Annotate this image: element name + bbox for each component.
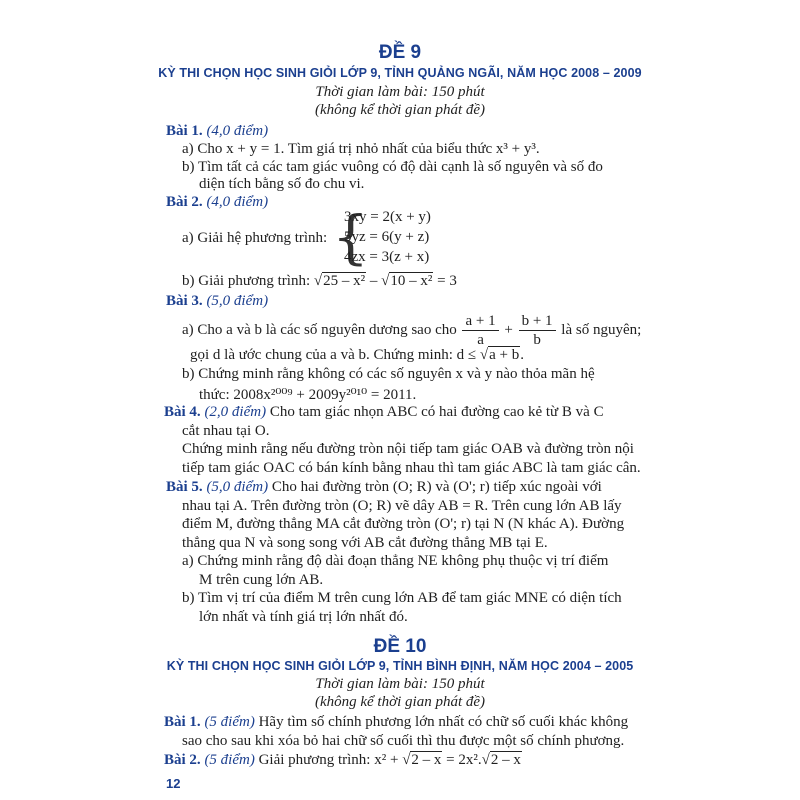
radical-10: 10 – x² — [390, 273, 433, 289]
problem-10-2: Bài 2. (5 điểm) Giải phương trình: x² + √2 – x = 2x².√2 – x — [164, 752, 521, 768]
problem-label: Bài 2. — [166, 194, 203, 210]
problem-2-header — [166, 194, 268, 211]
fraction-a: $\frac{a + 1}{a}$ — [462, 312, 498, 349]
page-number: 12 — [166, 776, 181, 791]
problem-1a: a) Cho x + y = 1. Tìm giá trị nhỏ nhất của biểu thức x³ + y³. — [182, 141, 540, 157]
exam-title-10: KỲ THI CHỌN HỌC SINH GIỎI LỚP 9, TỈNH BÌNH ĐỊNH, NĂM HỌC 2004 – 2005 — [166, 659, 634, 673]
problem-3a-line2-text: gọi d là ước chung của a và b. Chứng minh: d ≤ — [190, 347, 477, 363]
problem-1-header — [166, 123, 268, 140]
problem-3a — [182, 312, 641, 349]
system-eq-3: 4zx = 3(z + x) — [344, 249, 430, 265]
problem-5a-line1: a) Chứng minh rằng độ dài đoạn thẳng NE không phụ thuộc vị trí điểm — [182, 553, 609, 569]
problem-10-1-line1: Hãy tìm số chính phương lớn nhất có chữ số cuối khác không — [258, 714, 629, 730]
radical-2-minus-x: 2 – x — [411, 752, 442, 768]
problem-label: Bài 2. — [164, 752, 201, 768]
minus-sign: – — [366, 273, 382, 289]
system-eq-2: 5yz = 6(y + z) — [344, 229, 430, 245]
period: . — [520, 347, 524, 363]
problem-10-1-line2: sao cho sau khi xóa bỏ hai chữ số cuối thì thu được một số chính phương. — [182, 733, 625, 749]
problem-5 — [166, 479, 602, 496]
problem-1b-line1: b) Tìm tất cả các tam giác vuông có độ dài cạnh là số nguyên và số đo — [182, 159, 603, 175]
equals-3: = 3 — [433, 273, 457, 289]
problem-2a-prefix: a) Giải hệ phương trình: — [182, 230, 328, 246]
equals-2x2: = 2x². — [442, 752, 482, 768]
problem-3a-prefix: a) Cho a và b là các số nguyên dương sao cho — [182, 321, 457, 338]
problem-3a-suffix: là số nguyên; — [561, 321, 642, 338]
problem-label: Bài 1. — [166, 123, 203, 139]
problem-5-line1: Cho hai đường tròn (O; R) và (O'; r) tiếp xúc ngoài với — [271, 479, 602, 495]
problem-5-line4: thẳng qua N và song song với AB cắt đường thẳng MB tại E. — [182, 535, 548, 551]
time-note-10: (không kể thời gian phát đề) — [314, 694, 486, 710]
problem-label: Bài 4. — [164, 404, 201, 420]
problem-points: (2,0 điểm) — [204, 404, 267, 420]
problem-3b-line2: thức: 2008x²⁰⁰⁹ + 2009y²⁰¹⁰ = 2011. — [199, 387, 417, 403]
problem-points: (5 điểm) — [204, 752, 255, 768]
problem-10-2-prefix: Giải phương trình: x² + — [258, 752, 399, 768]
problem-label: Bài 5. — [166, 479, 203, 495]
exam-heading-9: ĐỀ 9 — [378, 42, 422, 63]
time-note-9: (không kể thời gian phát đề) — [314, 102, 486, 118]
problem-label: Bài 3. — [166, 293, 203, 309]
problem-5b-line2: lớn nhất và tính giá trị lớn nhất đó. — [199, 609, 408, 625]
system-eq-1: 3xy = 2(x + y) — [344, 209, 431, 225]
problem-5-line3: điểm M, đường thẳng MA cắt đường tròn (O'; r) tại N (N khác A). Đường — [182, 516, 625, 532]
problem-5b-line1: b) Tìm vị trí của điểm M trên cung lớn AB để tam giác MNE có diện tích — [182, 590, 622, 606]
problem-label: Bài 1. — [164, 714, 201, 730]
problem-points: (5,0 điểm) — [206, 293, 269, 309]
problem-points: (4,0 điểm) — [206, 194, 269, 210]
problem-points: (5,0 điểm) — [206, 479, 269, 495]
radical-25: 25 – x² — [323, 273, 366, 289]
time-limit-10: Thời gian làm bài: 150 phút — [315, 676, 485, 692]
problem-5-line2: nhau tại A. Trên đường tròn (O; R) vẽ dây AB = R. Trên cung lớn AB lấy — [182, 498, 622, 514]
exam-heading-10: ĐỀ 10 — [373, 636, 427, 657]
problem-2b: b) Giải phương trình: √25 – x² – √10 – x² = 3 — [182, 273, 457, 289]
problem-2b-prefix: b) Giải phương trình: — [182, 273, 311, 289]
problem-4-line2: cắt nhau tại O. — [182, 423, 270, 439]
problem-points: (5 điểm) — [204, 714, 255, 730]
radical-a-plus-b: a + b — [489, 347, 520, 363]
system-brace: { — [332, 203, 369, 271]
problem-10-1 — [164, 714, 628, 731]
problem-1b-line2: diện tích bằng số đo chu vi. — [199, 176, 365, 192]
problem-3a-line2: gọi d là ước chung của a và b. Chứng minh: d ≤ √a + b. — [190, 347, 524, 363]
time-limit-9: Thời gian làm bài: 150 phút — [315, 84, 485, 100]
problem-4-line4: tiếp tam giác OAC có bán kính bằng nhau thì tam giác ABC là tam giác cân. — [182, 460, 641, 476]
problem-points: (4,0 điểm) — [206, 123, 269, 139]
fraction-b: $\frac{b + 1}{b}$ — [519, 312, 556, 349]
exam-title-9: KỲ THI CHỌN HỌC SINH GIỎI LỚP 9, TỈNH QUẢNG NGÃI, NĂM HỌC 2008 – 2009 — [158, 66, 642, 80]
plus-sign: + — [504, 321, 513, 338]
problem-3b-line1: b) Chứng minh rằng không có các số nguyên x và y nào thỏa mãn hệ — [182, 366, 595, 382]
problem-5a-line2: M trên cung lớn AB. — [199, 572, 324, 588]
problem-4-line1: Cho tam giác nhọn ABC có hai đường cao kẻ từ B và C — [269, 404, 604, 420]
problem-4 — [164, 404, 604, 421]
problem-4-line3: Chứng minh rằng nếu đường tròn nội tiếp tam giác OAB và đường tròn nội — [182, 441, 634, 457]
radical-2-minus-x-right: 2 – x — [490, 752, 521, 768]
problem-3-header — [166, 293, 268, 310]
